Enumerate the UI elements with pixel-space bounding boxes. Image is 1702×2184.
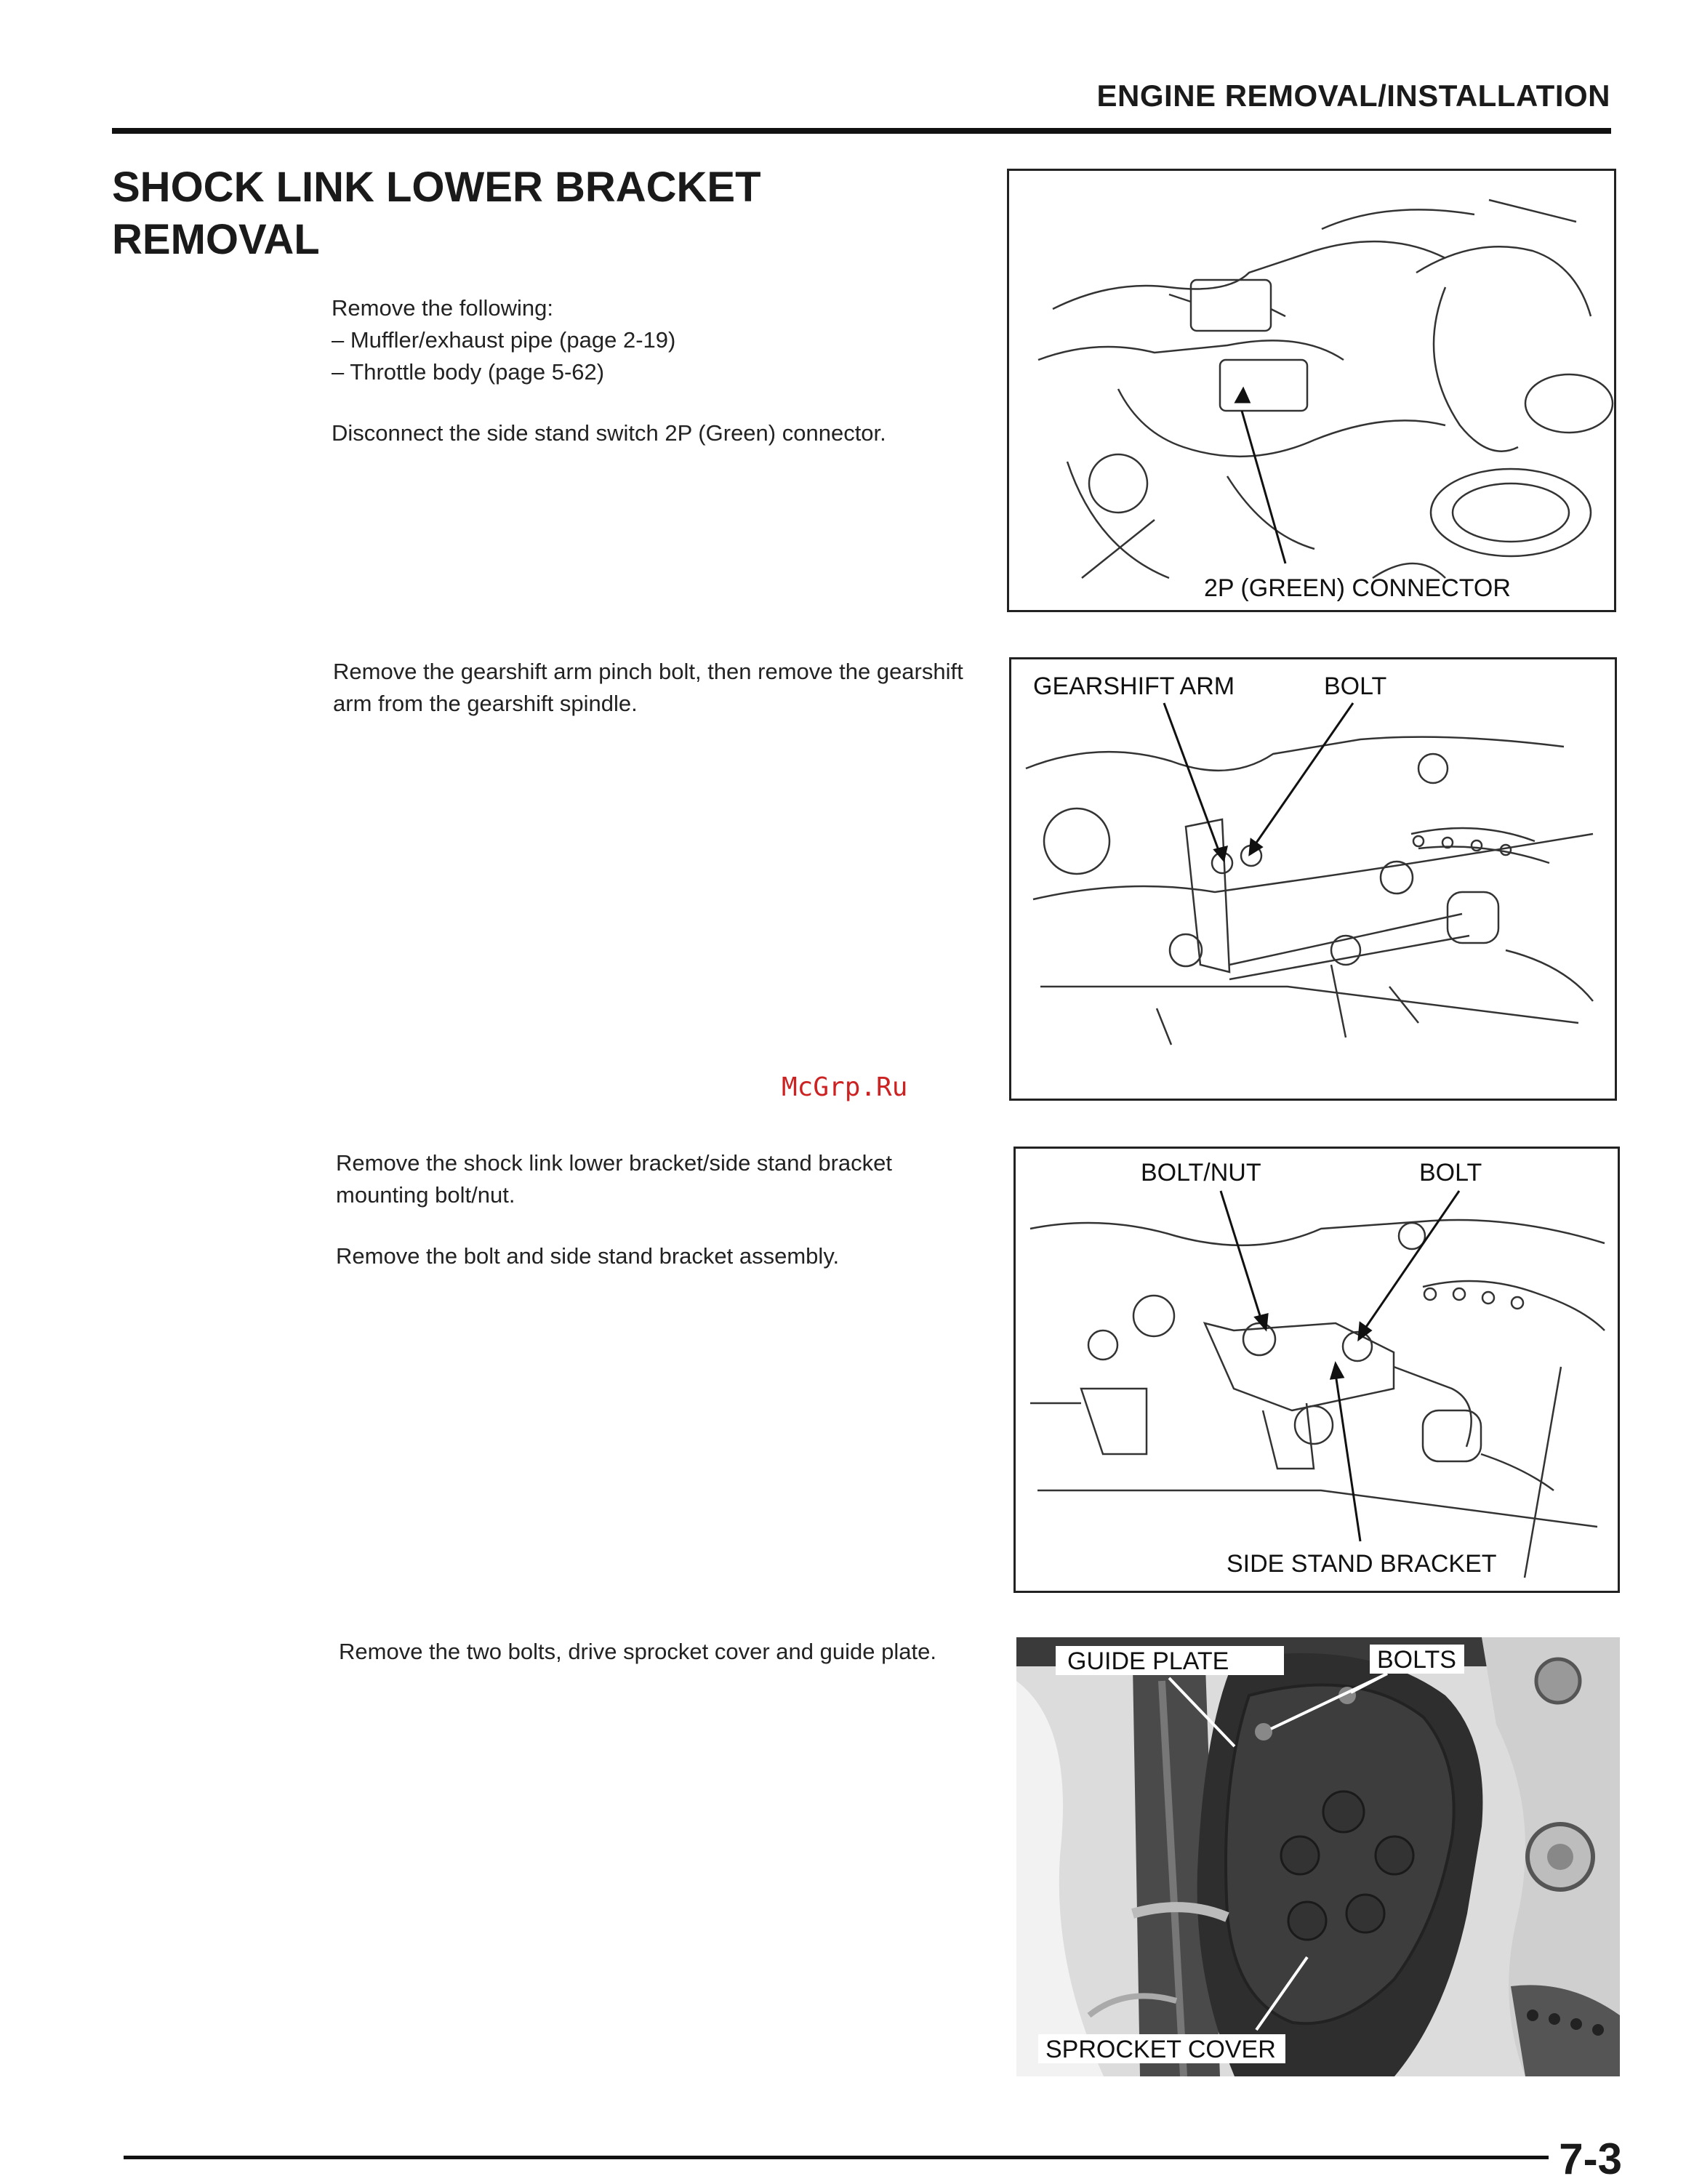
figure-sprocket-photo-drawing [1016,1637,1620,2076]
fig3-callout-side-stand-bracket: SIDE STAND BRACKET [1227,1550,1497,1578]
page-number: 7-3 [1549,2134,1622,2184]
fig4-callout-sprocket-cover: SPROCKET COVER [1045,2036,1276,2063]
step-2-text [333,656,980,720]
step-1-line: – Throttle body (page 5-62) [332,359,605,385]
step-4-text [339,1636,986,1668]
figure-sprocket-cover-photo [1016,1637,1620,2076]
figure-connector [1007,169,1616,612]
step-3-paragraph-1: Remove the shock link lower bracket/side stand bracket mounting bolt/nut. [336,1150,893,1208]
step-1-text [332,292,986,449]
figure-side-stand-bracket [1013,1147,1620,1593]
step-1-line: – Muffler/exhaust pipe (page 2-19) [332,327,676,353]
section-title-line1: SHOCK LINK LOWER BRACKET [112,164,761,211]
step-1-extra: Disconnect the side stand switch 2P (Green) connector. [332,420,886,446]
figure-connector-drawing [1009,171,1614,610]
figure-gearshift-arm [1009,657,1617,1101]
header-title: ENGINE REMOVAL/INSTALLATION [1096,79,1610,113]
step-1-line: Remove the following: [332,295,553,321]
step-3-text [336,1147,983,1272]
step-2-paragraph: Remove the gearshift arm pinch bolt, then remove the gearshift arm from the gearshift spindle. [333,659,963,716]
header-rule [112,128,1611,134]
fig2-callout-bolt: BOLT [1324,673,1387,700]
watermark: McGrp.Ru [782,1072,908,1102]
fig4-callout-guide-plate: GUIDE PLATE [1067,1647,1229,1675]
fig3-callout-bolt-nut: BOLT/NUT [1141,1159,1261,1187]
figure-side-stand-drawing [1016,1149,1618,1591]
section-title [112,161,761,266]
fig4-callout-bolts: BOLTS [1377,1646,1456,1674]
section-title-line2: REMOVAL [112,216,320,263]
fig3-callout-bolt: BOLT [1419,1159,1482,1187]
footer-rule [124,2156,1621,2159]
fig1-callout-connector: 2P (GREEN) CONNECTOR [1204,574,1511,602]
figure-gearshift-drawing [1011,659,1615,1099]
step-3-paragraph-2: Remove the bolt and side stand bracket assembly. [336,1243,840,1269]
step-4-paragraph: Remove the two bolts, drive sprocket cover and guide plate. [339,1639,936,1664]
fig2-callout-gearshift-arm: GEARSHIFT ARM [1033,673,1235,700]
